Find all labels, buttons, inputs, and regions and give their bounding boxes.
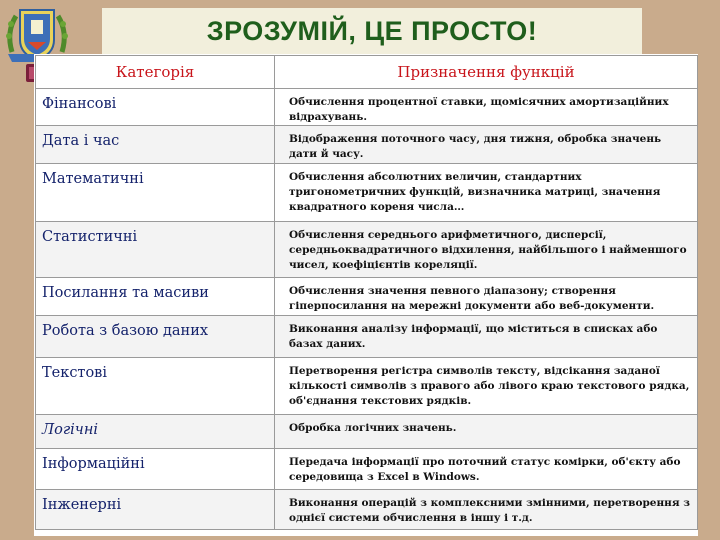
row-category: Дата і час: [36, 126, 275, 164]
row-category: Інформаційні: [36, 449, 275, 490]
row-category: Математичні: [36, 164, 275, 222]
row-category: Інженерні: [36, 490, 275, 530]
row-description: Виконання операцій з комплексними змінними, перетворення з однієї системи обчислення в іншу і т.д.: [275, 490, 698, 530]
row-description: Виконання аналізу інформації, що міститься в списках або базах даних.: [275, 316, 698, 358]
row-description: Обробка логічних значень.: [275, 415, 698, 449]
row-description: Обчислення процентної ставки, щомісячних амортизаційних відрахувань.: [275, 89, 698, 126]
table-row: [36, 89, 698, 126]
header-category: Категорія: [36, 56, 275, 89]
row-category: Статистичні: [36, 222, 275, 278]
row-category: Фінансові: [36, 89, 275, 126]
table-row: [36, 415, 698, 449]
header-purpose: Призначення функцій: [275, 56, 698, 89]
row-description: Перетворення регістра символів тексту, відсікання заданої кількості символів з правого або лівого краю текстового рядка, об'єднання текстових рядків.: [275, 358, 698, 415]
table-row: [36, 222, 698, 278]
row-description: Передача інформації про поточний статус комірки, об'єкту або середовища з Excel в Windows.: [275, 449, 698, 490]
table-row: [36, 449, 698, 490]
row-description: Обчислення абсолютних величин, стандартних тригонометричних функцій, визначника матриці, значення квадратного кореня числа…: [275, 164, 698, 222]
table-row: [36, 126, 698, 164]
table-header-row: [36, 56, 698, 89]
table-row: [36, 358, 698, 415]
table-row: [36, 316, 698, 358]
row-category: Посилання та масиви: [36, 278, 275, 316]
table-row: [36, 164, 698, 222]
table-row: [36, 490, 698, 530]
row-category: Логічні: [36, 415, 275, 449]
row-category: Текстові: [36, 358, 275, 415]
title-banner: [102, 8, 642, 54]
row-description: Обчислення середнього арифметичного, дисперсії, середньоквадратичного відхилення, найбільшого і найменшого чисел, коефіцієнтів кореляції.: [275, 222, 698, 278]
functions-table: [35, 55, 698, 530]
row-description: Відображення поточного часу, дня тижня, обробка значень дати й часу.: [275, 126, 698, 164]
row-category: Робота з базою даних: [36, 316, 275, 358]
row-description: Обчислення значення певного діапазону; створення гіперпосилання на мережні документи або веб-документи.: [275, 278, 698, 316]
table-row: [36, 278, 698, 316]
page-title: ЗРОЗУМІЙ, ЦЕ ПРОСТО!: [206, 15, 538, 46]
functions-table-container: [34, 54, 698, 536]
